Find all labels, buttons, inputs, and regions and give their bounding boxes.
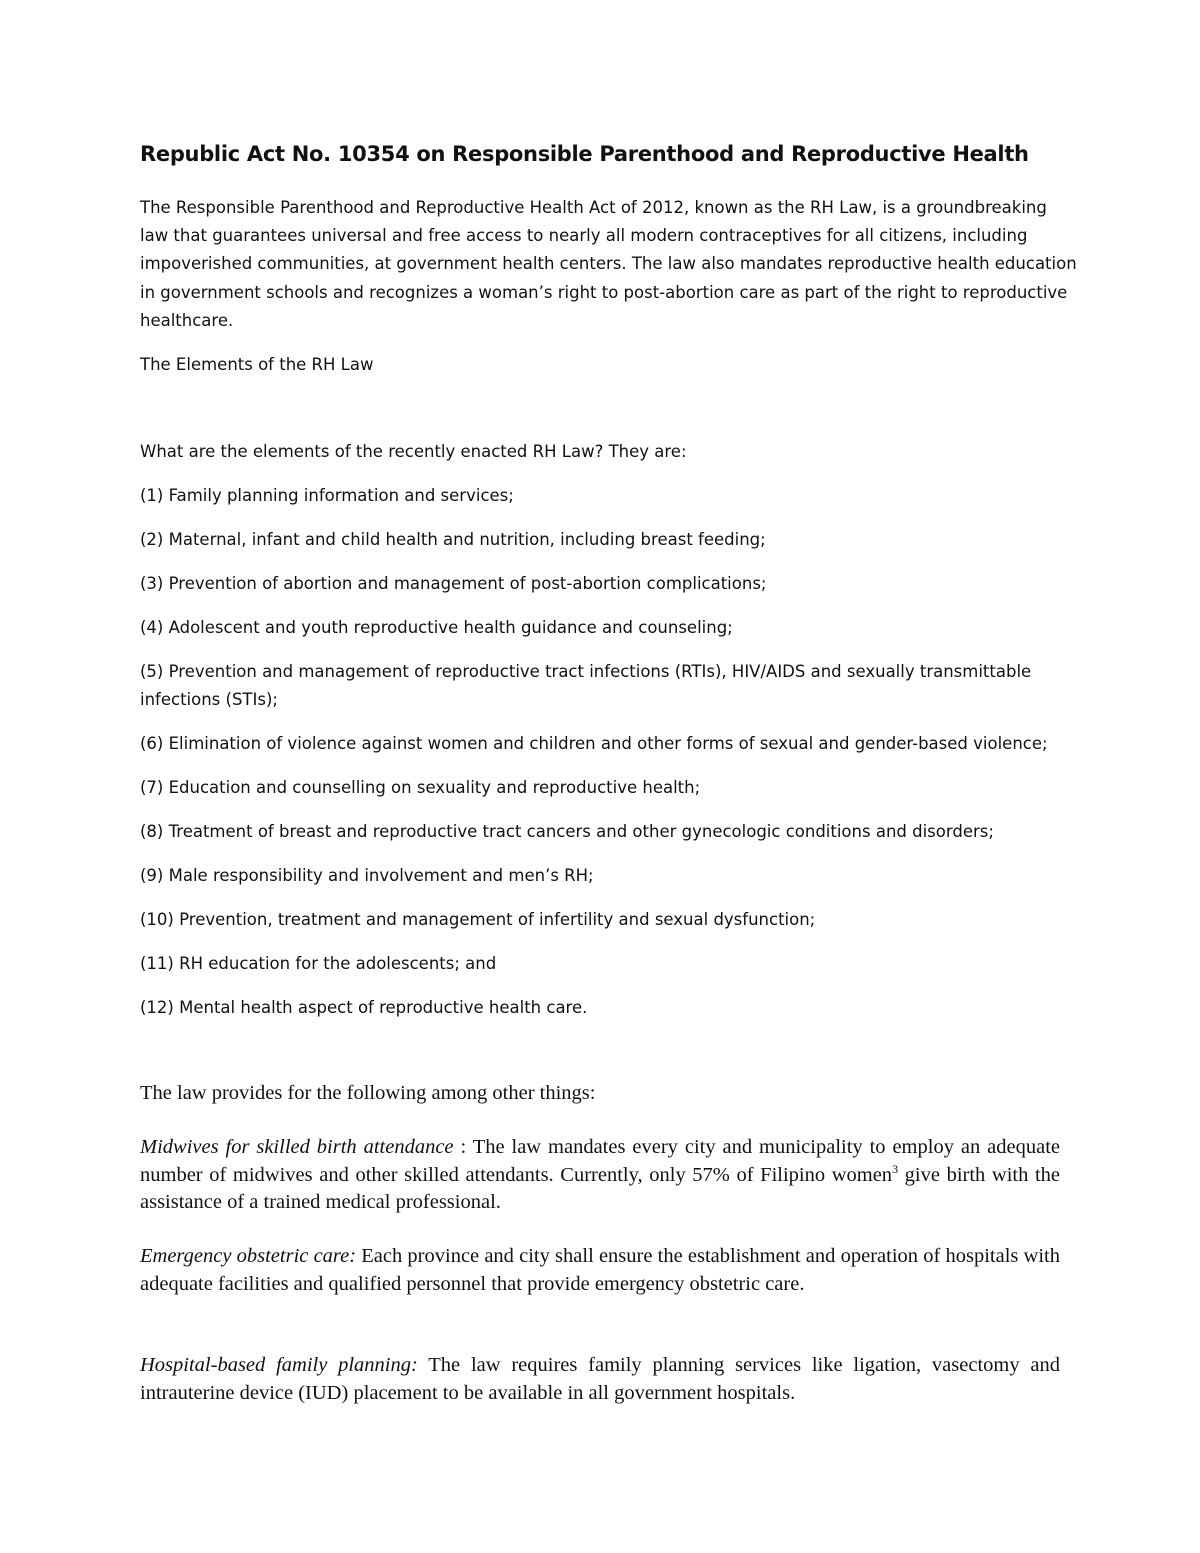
list-item: (4) Adolescent and youth reproductive health guidance and counseling; (140, 618, 733, 637)
provision-heading: Emergency obstetric care: (140, 1245, 357, 1267)
document-title: Republic Act No. 10354 on Responsible Parenthood and Reproductive Health (140, 142, 1029, 166)
list-item: (9) Male responsibility and involvement and men’s RH; (140, 866, 594, 885)
provision-text: The law requires family planning services like ligation, vasectomy and intrauterine device (IUD) placement to be available in all government hospitals. (140, 1354, 1060, 1404)
list-item: (3) Prevention of abortion and management of post-abortion complications; (140, 574, 767, 593)
list-item: (6) Elimination of violence against women and children and other forms of sexual and gender-based violence; (140, 734, 1048, 753)
provision-heading: Midwives for skilled birth attendance (140, 1136, 454, 1158)
elements-list (140, 482, 1080, 1038)
elements-heading: The Elements of the RH Law (140, 355, 374, 374)
elements-question: What are the elements of the recently enacted RH Law? They are: (140, 442, 687, 461)
provision-text: : The law mandates every city and municipality to employ an adequate number of midwives and other skilled attendants. Currently, only 57% of Filipino women (140, 1136, 1060, 1186)
provision-hospital-family-planning (140, 1352, 1060, 1407)
provision-text: give birth with the assistance of a trained medical professional. (140, 1163, 1060, 1213)
provision-midwives (140, 1134, 1060, 1217)
provision-heading: Hospital-based family planning: (140, 1354, 418, 1376)
provision-text: Each province and city shall ensure the establishment and operation of hospitals with adequate facilities and qualified personnel that provide emergency obstetric care. (140, 1245, 1061, 1295)
list-item: (2) Maternal, infant and child health and nutrition, including breast feeding; (140, 530, 766, 549)
list-item: (12) Mental health aspect of reproductive health care. (140, 998, 588, 1017)
list-item: (1) Family planning information and services; (140, 486, 514, 505)
provisions-intro: The law provides for the following among other things: (140, 1082, 596, 1104)
footnote-marker: 3 (892, 1161, 899, 1176)
provision-emergency-obstetric (140, 1243, 1060, 1298)
list-item: (5) Prevention and management of reproductive tract infections (RTIs), HIV/AIDS and sexually transmittable infections (STIs); (140, 662, 1032, 709)
list-item: (10) Prevention, treatment and management of infertility and sexual dysfunction; (140, 910, 816, 929)
list-item: (8) Treatment of breast and reproductive tract cancers and other gynecologic conditions and disorders; (140, 822, 994, 841)
list-item: (11) RH education for the adolescents; and (140, 954, 497, 973)
list-item: (7) Education and counselling on sexuality and reproductive health; (140, 778, 701, 797)
intro-paragraph: The Responsible Parenthood and Reproductive Health Act of 2012, known as the RH Law, is a groundbreaking law that guarantees universal and free access to nearly all modern contraceptives for all citizens, including impoverished communities, at government health centers. The law also mandates reproductive health education in government schools and recognizes a woman’s right to post-abortion care as part of the right to reproductive healthcare. (140, 198, 1077, 330)
